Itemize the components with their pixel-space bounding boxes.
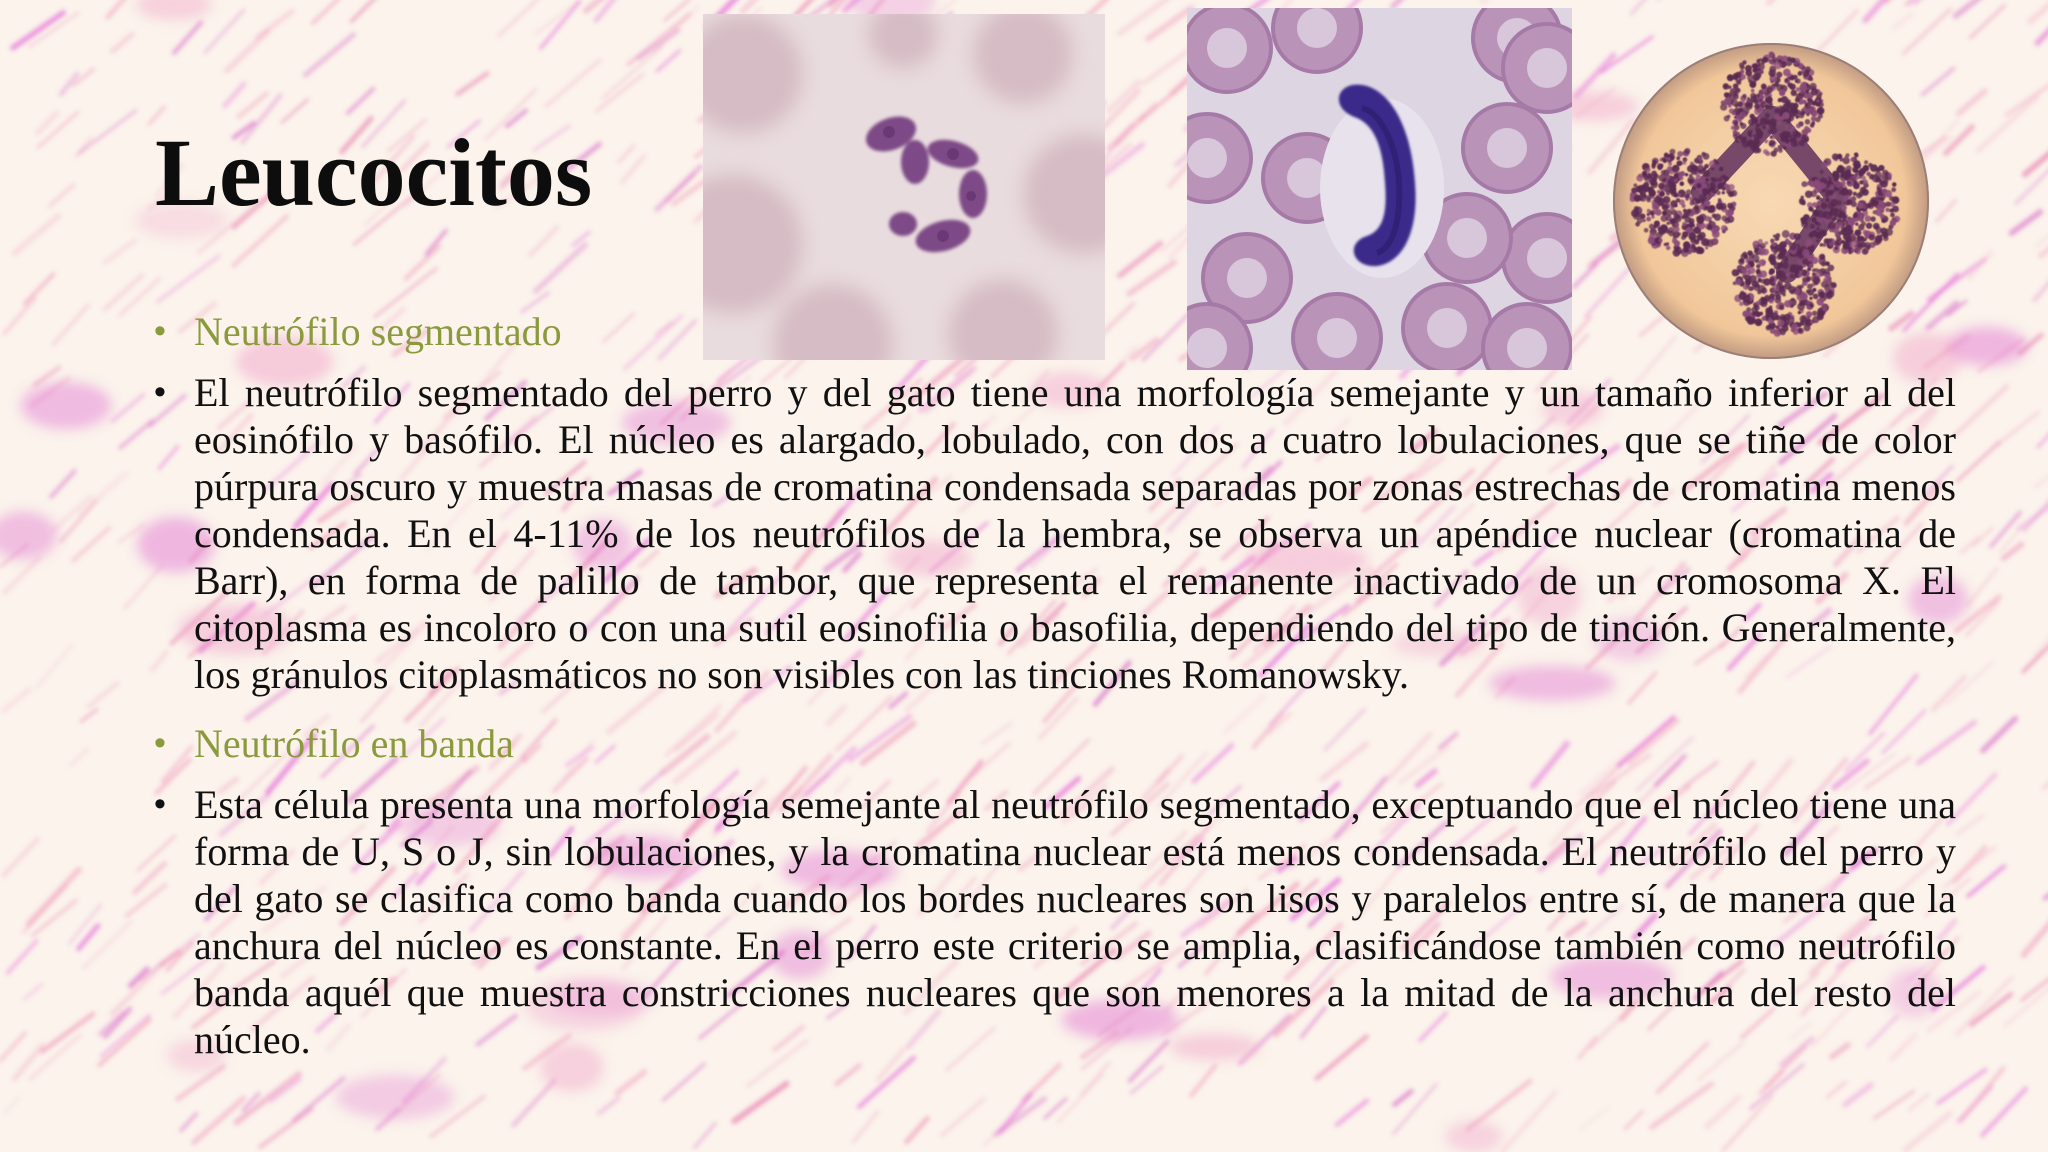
bullet-body-segmented-neutrophil: • El neutrófilo segmentado del perro y del gato tiene una morfología semejante y un tamaño inferior al del eosinófilo y basófilo. El núcleo es alargado, lobulado, con dos a cuatro lobulaciones, que se tiñe de color púrpura oscuro y muestra masas de cromatina condensada separadas por zonas estrechas de cromatina menos condensada. En el 4-11% de los neutrófilos de la hembra, se observa un apéndice nuclear (cromatina de Barr), en forma de palillo de tambor, que representa el remanente inactivado de un cromosoma X. El citoplasma es incoloro o con una sutil eosinofilia o basofilia, dependiendo del tipo de tinción. Generalmente, los gránulos citoplasmáticos no son visibles con las tinciones Romanowsky. xyxy=(150,369,1956,698)
bullet-body-band-neutrophil: • Esta célula presenta una morfología semejante al neutrófilo segmentado, exceptuando que el núcleo tiene una forma de U, S o J, sin lobulaciones, y la cromatina nuclear está menos condensada. El neutrófilo del perro y del gato se clasifica como banda cuando los bordes nucleares son lisos y paralelos entre sí, de manera que la anchura del núcleo es constante. En el perro este criterio se amplia, clasificándose también como neutrófilo banda aquél que muestra constricciones nucleares que son menores a la mitad de la anchura del resto del núcleo. xyxy=(150,781,1956,1063)
bullet-heading-segmented-neutrophil: • Neutrófilo segmentado xyxy=(150,308,1956,355)
slide-content xyxy=(150,308,1956,1085)
bullet-heading-band-neutrophil: • Neutrófilo en banda xyxy=(150,720,1956,767)
slide-title: Leucocitos xyxy=(155,119,593,226)
